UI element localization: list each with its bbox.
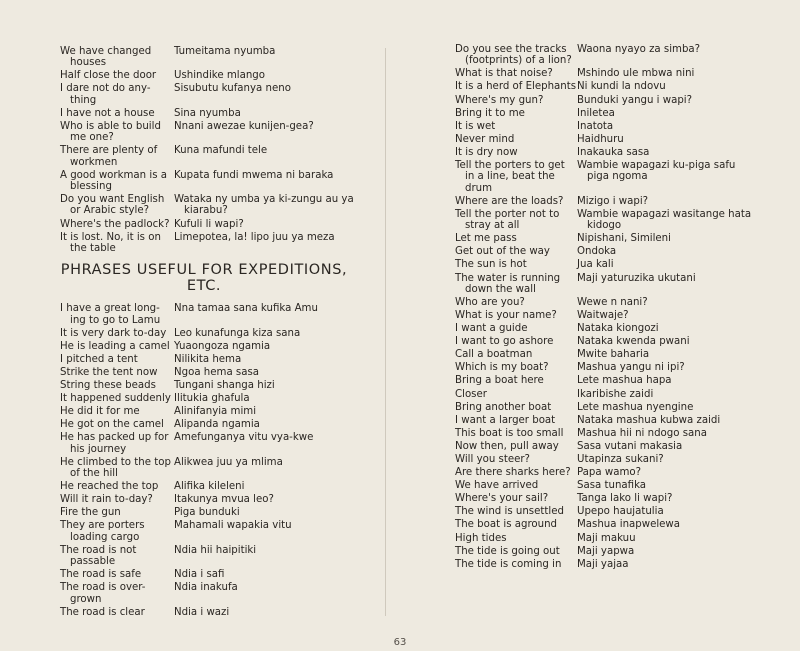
phrase-row: [60, 341, 378, 352]
column-divider: [385, 48, 386, 616]
english-phrase: Are there sharks here?: [455, 467, 571, 479]
phrase-row: [455, 546, 755, 557]
english-phrase: He got on the camel: [60, 419, 164, 431]
phrase-row: [60, 520, 378, 543]
phrase-row: [455, 402, 755, 413]
english-phrase: The road is over-grown: [60, 582, 146, 605]
english-phrase: There are plenty of workmen: [60, 145, 158, 168]
swahili-phrase: Wewe n nani?: [577, 296, 648, 308]
swahili-phrase: Ndia hii haipitiki: [174, 544, 257, 556]
right-column: [455, 44, 755, 572]
swahili-phrase: Sisubutu kufanya neno: [174, 83, 291, 95]
english-phrase: Strike the tent now: [60, 366, 158, 378]
swahili-phrase: Jua kali: [577, 259, 614, 271]
english-phrase: A good workman is a blessing: [60, 169, 167, 193]
swahili-phrase: Wambie wapagazi ku-piga safu piga ngoma: [577, 160, 736, 183]
swahili-phrase: Amefunganya vitu vya-kwe: [174, 432, 314, 444]
phrase-row: [455, 95, 755, 106]
english-phrase: Let me pass: [455, 233, 517, 245]
english-phrase: It happened suddenly: [60, 393, 171, 405]
english-phrase: I want a guide: [455, 323, 528, 335]
swahili-phrase: Ndia i safi: [174, 569, 225, 581]
phrase-row: [60, 145, 378, 168]
phrase-row: [455, 68, 755, 79]
english-phrase: He climbed to the top of the hill: [60, 456, 171, 480]
phrase-row: [60, 328, 378, 339]
english-phrase: The road is safe: [60, 569, 142, 581]
phrase-row: [60, 303, 378, 326]
phrase-row: [455, 273, 755, 296]
page-number: 63: [393, 637, 407, 648]
swahili-phrase: Ilitukia ghafula: [174, 393, 250, 405]
swahili-phrase: Lete mashua nyengine: [577, 401, 694, 413]
swahili-phrase: Mwite baharia: [577, 349, 650, 361]
swahili-phrase: Alipanda ngamia: [174, 419, 260, 431]
phrase-row: [455, 559, 755, 570]
english-phrase: What is that noise?: [455, 68, 553, 80]
swahili-phrase: Nataka mashua kubwa zaidi: [577, 414, 721, 426]
phrase-row: [60, 121, 378, 144]
english-phrase: Where's your sail?: [455, 493, 549, 505]
english-phrase: We have changed houses: [60, 46, 152, 69]
phrase-row: [60, 481, 378, 492]
phrase-row: [60, 46, 378, 69]
phrase-row: [455, 44, 755, 67]
phrase-row: [455, 375, 755, 386]
phrase-row: [455, 121, 755, 132]
english-phrase: I want to go ashore: [455, 336, 554, 348]
phrase-row: [455, 108, 755, 119]
english-phrase: The road is not passable: [60, 544, 137, 568]
english-phrase: Will it rain to-day?: [60, 494, 153, 506]
phrase-row: [60, 194, 378, 217]
phrase-row: [455, 160, 755, 194]
english-phrase: He reached the top: [60, 481, 159, 493]
swahili-phrase: Leo kunafunga kiza sana: [174, 327, 301, 339]
english-phrase: Never mind: [455, 133, 515, 145]
english-phrase: I pitched a tent: [60, 353, 138, 365]
swahili-phrase: Ni kundi la ndovu: [577, 81, 666, 93]
english-phrase: He is leading a camel: [60, 340, 170, 352]
swahili-phrase: Nipishani, Simileni: [577, 233, 671, 245]
swahili-phrase: Upepo haujatulia: [577, 506, 664, 518]
phrase-row: [455, 467, 755, 478]
swahili-phrase: Sasa vutani makasia: [577, 440, 683, 452]
english-phrase: Now then, pull away: [455, 440, 559, 452]
swahili-phrase: Ndia inakufa: [174, 582, 238, 594]
swahili-phrase: Ngoa hema sasa: [174, 366, 260, 378]
phrase-list-house: [60, 46, 378, 254]
swahili-phrase: Lete mashua hapa: [577, 375, 672, 387]
english-phrase: Where are the loads?: [455, 195, 564, 207]
phrase-row: [455, 454, 755, 465]
swahili-phrase: Sina nyumba: [174, 107, 241, 119]
phrase-row: [60, 406, 378, 417]
english-phrase: What is your name?: [455, 309, 557, 321]
left-column: [60, 46, 378, 620]
swahili-phrase: Itakunya mvua leo?: [174, 494, 274, 506]
english-phrase: He has packed up for his journey: [60, 432, 169, 455]
swahili-phrase: Ndia i wazi: [174, 606, 230, 618]
swahili-phrase: Wambie wapagazi wasitange hata kidogo: [577, 208, 752, 232]
phrase-row: [455, 389, 755, 400]
english-phrase: The road is clear: [60, 606, 145, 618]
swahili-phrase: Utapinza sukani?: [577, 454, 664, 466]
english-phrase: The boat is aground: [455, 519, 558, 531]
swahili-phrase: Kuna mafundi tele: [174, 145, 268, 157]
phrase-row: [60, 170, 378, 193]
phrase-row: [455, 441, 755, 452]
english-phrase: It is very dark to-day: [60, 327, 167, 339]
phrase-row: [60, 457, 378, 480]
english-phrase: Get out of the way: [455, 246, 550, 258]
swahili-phrase: Tumeitama nyumba: [174, 46, 276, 57]
phrase-row: [60, 582, 378, 605]
phrase-row: [455, 362, 755, 373]
english-phrase: The sun is hot: [455, 259, 527, 271]
swahili-phrase: Ondoka: [577, 246, 617, 258]
swahili-phrase: Iniletea: [577, 107, 615, 119]
english-phrase: We have arrived: [455, 480, 539, 492]
phrase-row: [455, 519, 755, 530]
swahili-phrase: Mizigo i wapi?: [577, 195, 649, 207]
phrase-row: [60, 545, 378, 568]
english-phrase: The wind is unsettled: [455, 506, 564, 518]
phrase-row: [455, 196, 755, 207]
phrase-row: [455, 336, 755, 347]
english-phrase: It is wet: [455, 120, 496, 132]
english-phrase: The water is running down the wall: [455, 272, 561, 295]
swahili-phrase: Maji yajaa: [577, 558, 629, 570]
english-phrase: High tides: [455, 532, 507, 544]
phrase-row: [455, 428, 755, 439]
swahili-phrase: Maji makuu: [577, 532, 636, 544]
swahili-phrase: Wataka ny umba ya ki-zungu au ya kiarabu?: [174, 194, 354, 217]
phrase-row: [60, 432, 378, 455]
swahili-phrase: Kufuli li wapi?: [174, 218, 244, 230]
swahili-phrase: Sasa tunafika: [577, 480, 647, 492]
phrase-row: [60, 393, 378, 404]
phrase-row: [60, 607, 378, 618]
swahili-phrase: Kupata fundi mwema ni baraka: [174, 169, 334, 181]
english-phrase: Half close the door: [60, 70, 157, 82]
phrase-row: [60, 367, 378, 378]
phrase-row: [455, 506, 755, 517]
phrase-row: [455, 480, 755, 491]
english-phrase: The tide is going out: [455, 545, 560, 557]
phrase-row: [455, 533, 755, 544]
swahili-phrase: Maji yaturuzika ukutani: [577, 272, 696, 284]
swahili-phrase: Ushindike mlango: [174, 70, 266, 82]
swahili-phrase: Ikaribishe zaidi: [577, 388, 654, 400]
phrase-row: [455, 349, 755, 360]
english-phrase: Tell the porters to get in a line, beat the drum: [455, 160, 565, 194]
swahili-phrase: Mashua yangu ni ipi?: [577, 362, 685, 374]
swahili-phrase: Limepotea, la! lipo juu ya meza: [174, 231, 335, 243]
phrase-row: [455, 209, 755, 232]
english-phrase: Bring another boat: [455, 401, 552, 413]
phrase-row: [60, 354, 378, 365]
english-phrase: Who are you?: [455, 296, 525, 308]
swahili-phrase: Piga bunduki: [174, 507, 240, 519]
phrase-list-expeditions: [60, 303, 378, 618]
english-phrase: This boat is too small: [455, 427, 564, 439]
swahili-phrase: Papa wamo?: [577, 467, 642, 479]
phrase-row: [455, 246, 755, 257]
phrase-row: [455, 81, 755, 92]
swahili-phrase: Alifika kileleni: [174, 481, 245, 493]
phrase-row: [60, 419, 378, 430]
english-phrase: Where's the padlock?: [60, 218, 170, 230]
swahili-phrase: Tanga lako li wapi?: [577, 493, 673, 505]
section-title: PHRASES USEFUL FOR EXPEDITIONS, ETC.: [60, 262, 348, 295]
swahili-phrase: Waitwaje?: [577, 309, 629, 321]
phrase-row: [455, 415, 755, 426]
english-phrase: Bring it to me: [455, 107, 525, 119]
phrase-row: [455, 259, 755, 270]
phrase-row: [455, 233, 755, 244]
english-phrase: It is lost. No, it is on the table: [60, 231, 161, 254]
swahili-phrase: Tungani shanga hizi: [174, 379, 275, 391]
swahili-phrase: Alikwea juu ya mlima: [174, 456, 283, 468]
phrase-list-travel: [455, 44, 755, 570]
swahili-phrase: Inatota: [577, 120, 614, 132]
english-phrase: Tell the porter not to stray at all: [455, 208, 560, 232]
swahili-phrase: Nna tamaa sana kufika Amu: [174, 303, 318, 315]
phrase-row: [60, 232, 378, 255]
swahili-phrase: Haidhuru: [577, 133, 624, 145]
swahili-phrase: Nataka kwenda pwani: [577, 336, 690, 348]
phrase-row: [455, 493, 755, 504]
swahili-phrase: Mahamali wapakia vitu: [174, 520, 292, 532]
english-phrase: Which is my boat?: [455, 362, 549, 374]
english-phrase: Closer: [455, 388, 487, 400]
phrase-row: [455, 297, 755, 308]
english-phrase: I have not a house: [60, 107, 155, 119]
english-phrase: Fire the gun: [60, 507, 121, 519]
phrase-row: [60, 507, 378, 518]
english-phrase: He did it for me: [60, 406, 140, 418]
swahili-phrase: Nnani awezae kunijen-gea?: [174, 120, 314, 132]
english-phrase: String these beads: [60, 379, 156, 391]
swahili-phrase: Mshindo ule mbwa nini: [577, 68, 695, 80]
swahili-phrase: Yuaongoza ngamia: [174, 340, 271, 352]
swahili-phrase: Nilikita hema: [174, 353, 242, 365]
english-phrase: They are porters loading cargo: [60, 520, 145, 543]
phrase-row: [455, 323, 755, 334]
phrase-row: [455, 147, 755, 158]
english-phrase: The tide is coming in: [455, 558, 562, 570]
english-phrase: Do you want English or Arabic style?: [60, 194, 165, 217]
phrase-row: [455, 310, 755, 321]
swahili-phrase: Maji yapwa: [577, 545, 635, 557]
swahili-phrase: Mashua hii ni ndogo sana: [577, 427, 707, 439]
phrase-row: [60, 569, 378, 580]
english-phrase: Will you steer?: [455, 454, 530, 466]
phrase-row: [60, 70, 378, 81]
phrase-row: [455, 134, 755, 145]
english-phrase: Call a boatman: [455, 349, 533, 361]
english-phrase: Do you see the tracks (footprints) of a lion?: [455, 44, 572, 67]
english-phrase: It is dry now: [455, 146, 518, 158]
phrase-row: [60, 108, 378, 119]
english-phrase: Where's my gun?: [455, 94, 544, 106]
swahili-phrase: Bunduki yangu i wapi?: [577, 94, 693, 106]
phrase-row: [60, 83, 378, 106]
english-phrase: Who is able to build me one?: [60, 120, 161, 144]
swahili-phrase: Waona nyayo za simba?: [577, 44, 701, 55]
swahili-phrase: Alinifanyia mimi: [174, 406, 257, 418]
swahili-phrase: Inakauka sasa: [577, 146, 650, 158]
english-phrase: I want a larger boat: [455, 414, 556, 426]
english-phrase: I have a great long-ing to go to Lamu: [60, 303, 161, 326]
phrase-row: [60, 380, 378, 391]
swahili-phrase: Nataka kiongozi: [577, 323, 659, 335]
phrase-row: [60, 494, 378, 505]
swahili-phrase: Mashua inapwelewa: [577, 519, 681, 531]
phrase-row: [60, 219, 378, 230]
english-phrase: I dare not do any-thing: [60, 83, 151, 106]
english-phrase: Bring a boat here: [455, 375, 544, 387]
english-phrase: It is a herd of Elephants: [455, 81, 577, 93]
